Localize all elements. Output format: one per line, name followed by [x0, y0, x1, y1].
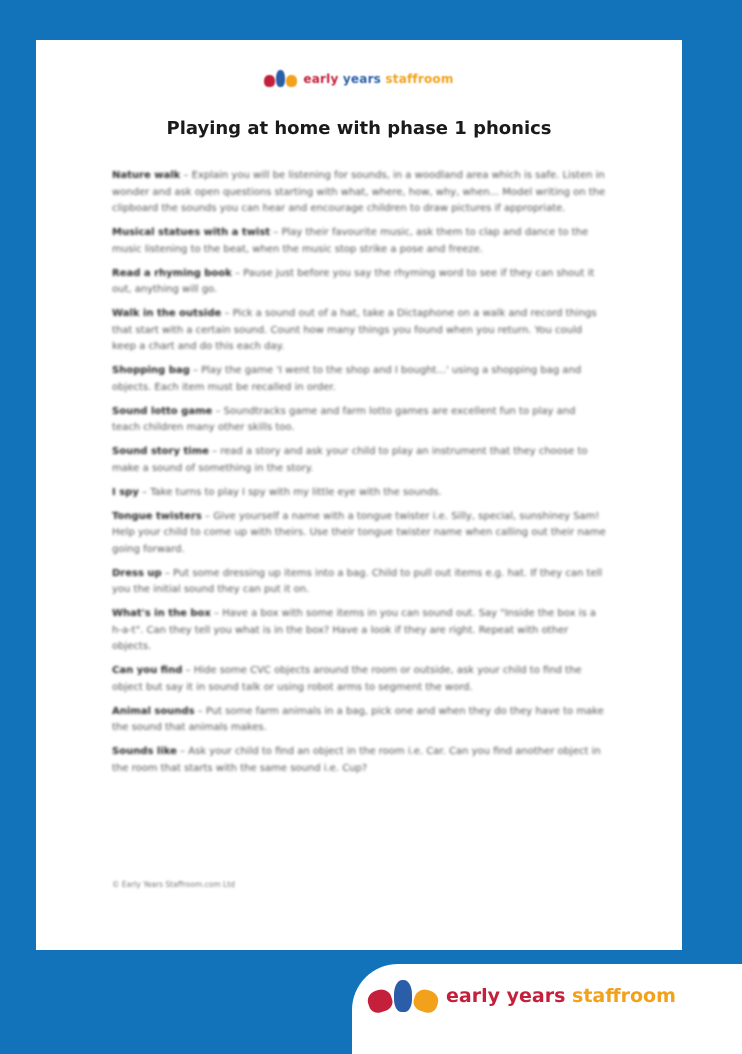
activity-text: – Put some dressing up items into a bag. Child to pull out items e.g. hat. If they can tell you the initial sound they can put it on. — [112, 567, 603, 595]
activity-text: – Take turns to play I spy with my little eye with the sounds. — [138, 486, 442, 498]
activity-item — [112, 485, 606, 502]
activity-text: – Soundtracks game and farm lotto games are excellent fun to play and teach children many other skills too. — [112, 405, 576, 433]
activity-heading: Sound lotto game — [112, 405, 213, 417]
hands-logo-icon — [264, 70, 297, 87]
activity-item — [112, 663, 606, 696]
activity-text: – Have a box with some items in you can sound out. Say "Inside the box is a h-a-t". Can they tell you what is in the box? Have a look if they are right. Repeat with other objects. — [112, 608, 596, 652]
brand-name — [303, 72, 453, 86]
brand-staffroom: staffroom — [385, 71, 454, 86]
activity-heading: Nature walk — [112, 170, 181, 181]
activity-text: – Hide some CVC objects around the room or outside, ask your child to find the object but say it in sound talk or using robot arms to segment the word. — [112, 665, 582, 693]
brand-early: early — [446, 985, 500, 1007]
activity-item — [112, 225, 606, 258]
brand-staffroom: staffroom — [572, 985, 676, 1007]
header-logo — [36, 70, 682, 87]
activity-item — [112, 704, 606, 737]
activity-item — [112, 509, 606, 559]
brand-early: early — [303, 71, 339, 86]
activity-text: – Give yourself a name with a tongue twister i.e. Silly, special, sunshiney Sam! Help your child to come up with theirs. Use their tongue twister name when calling out their name going forward. — [112, 510, 606, 555]
brand-name — [446, 985, 676, 1007]
copyright-footer: © Early Years Staffroom.com Ltd — [112, 880, 235, 889]
activity-text: – Explain you will be listening for sounds, in a woodland area which is safe. Listen in wonder and ask open questions starting with what, where, how, why, when... Model writing on the clipboard the sounds you can hear and encourage children to draw pictures if appropriate. — [112, 170, 606, 214]
activity-item — [112, 168, 606, 218]
activity-text: – Play the game 'I went to the shop and I bought...' using a shopping bag and objects. Each item must be recalled in order. — [112, 365, 582, 393]
bottom-brand-logo — [368, 980, 676, 1012]
document-page — [36, 40, 682, 950]
activity-item — [112, 566, 606, 599]
brand-years: years — [342, 71, 382, 86]
activity-heading: Sounds like — [112, 746, 177, 757]
activity-list — [112, 168, 606, 785]
activity-heading: Shopping bag — [112, 365, 190, 376]
activity-item — [112, 444, 606, 477]
activity-heading: What's in the box — [112, 608, 211, 619]
hands-logo-icon — [368, 980, 438, 1012]
activity-heading: Read a rhyming book — [112, 267, 232, 279]
activity-heading: I spy — [112, 486, 139, 498]
activity-text: – Put some farm animals in a bag, pick one and when they do they have to make the sound that animals makes. — [112, 705, 604, 733]
activity-heading: Musical statues with a twist — [112, 227, 271, 238]
activity-item — [112, 744, 606, 777]
brand-years: years — [506, 985, 566, 1007]
activity-heading: Dress up — [112, 567, 162, 579]
activity-item — [112, 363, 606, 396]
activity-heading: Animal sounds — [112, 705, 195, 717]
page-title: Playing at home with phase 1 phonics — [166, 118, 552, 139]
activity-text: – Ask your child to find an object in the room i.e. Car. Can you find another object in the room that starts with the same sound i.e. Cup? — [112, 746, 601, 774]
activity-heading: Walk in the outside — [112, 308, 222, 319]
activity-item — [112, 306, 606, 356]
activity-item — [112, 606, 606, 656]
activity-text: – Pick a sound out of a hat, take a Dictaphone on a walk and record things that start with a certain sound. Count how many things you found when you return. You could keep a chart and do this each day. — [112, 308, 597, 352]
activity-heading: Sound story time — [112, 446, 209, 457]
activity-item — [112, 404, 606, 437]
activity-item — [112, 266, 606, 299]
activity-heading: Can you find — [112, 665, 183, 676]
activity-heading: Tongue twisters — [112, 510, 202, 522]
activity-text: – read a story and ask your child to play an instrument that they choose to make a sound of something in the story. — [112, 446, 588, 474]
activity-text: – Play their favourite music, ask them to clap and dance to the music listening to the beat, when the music stop strike a pose and freeze. — [112, 227, 589, 255]
activity-text: – Pause just before you say the rhyming word to see if they can shout it out, anything will go. — [112, 267, 595, 295]
